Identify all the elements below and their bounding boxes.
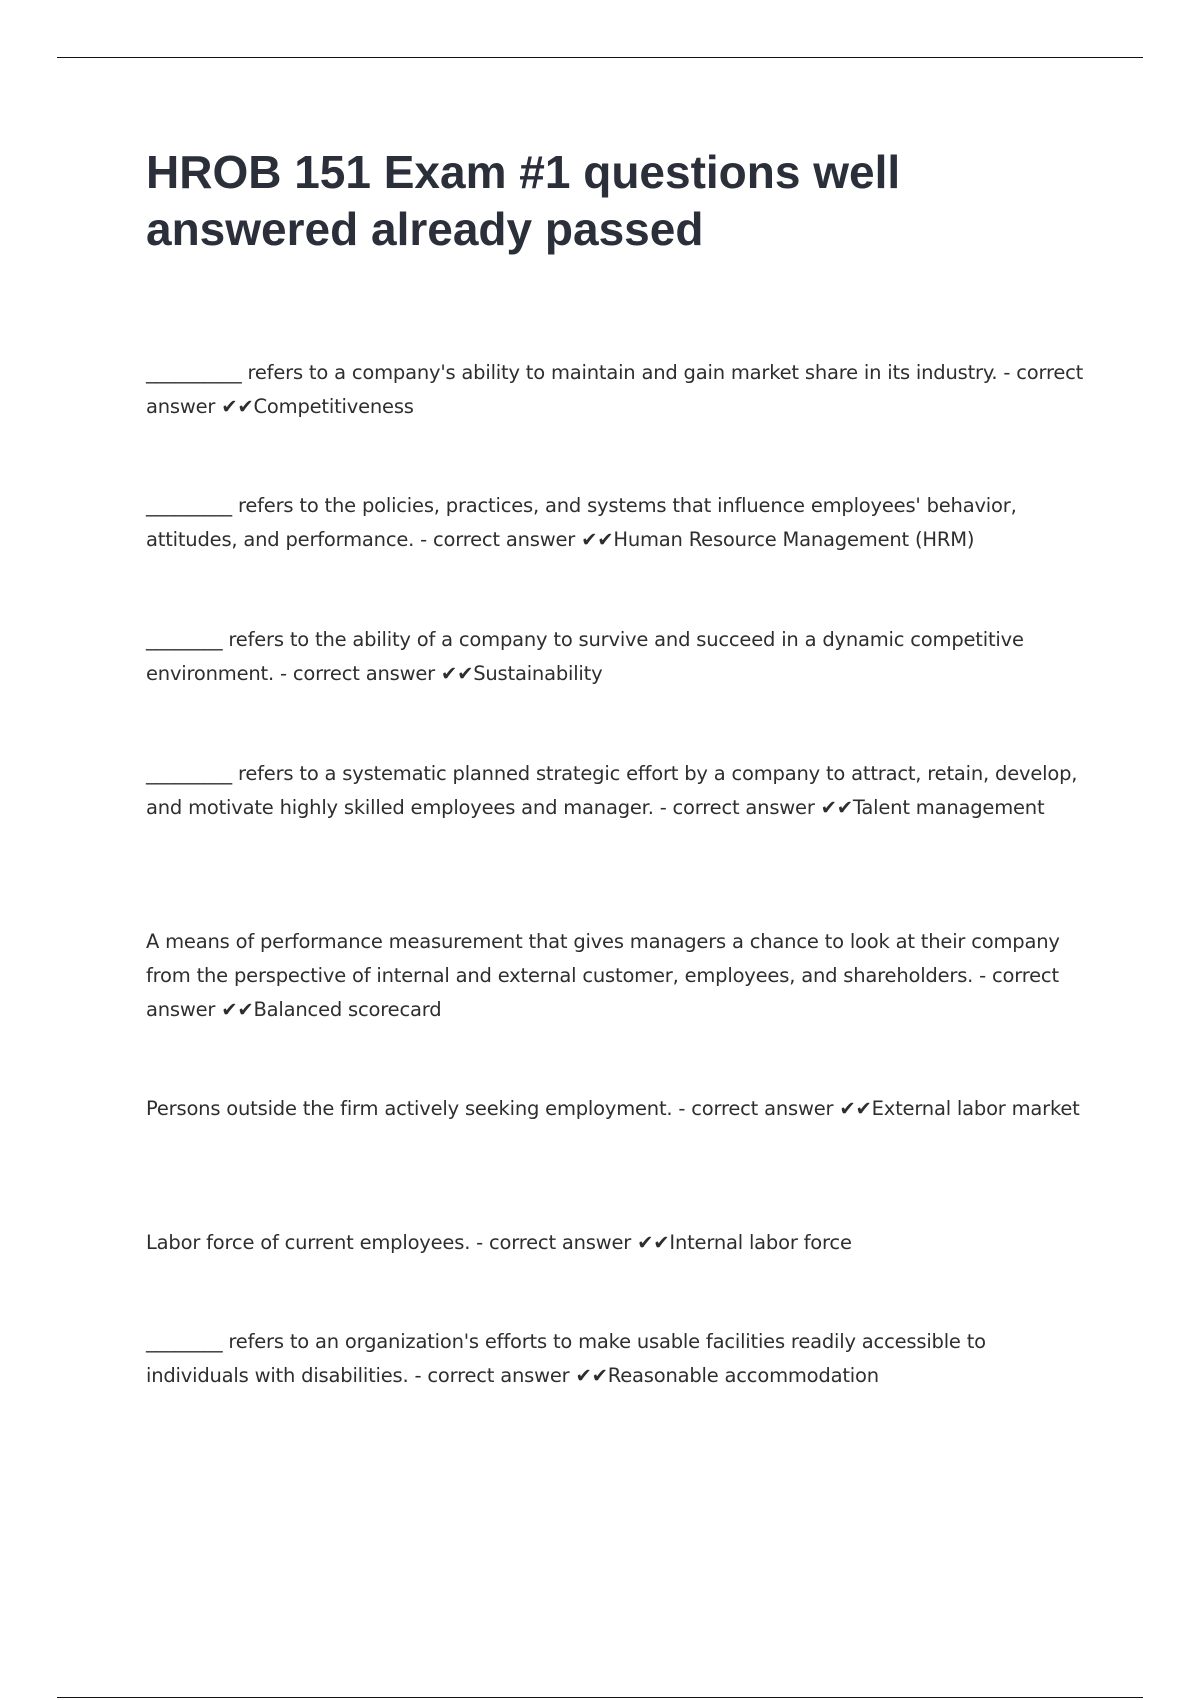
- qa-item-6: Persons outside the firm actively seeking employment. - correct answer ✔✔External labor market: [146, 1097, 1080, 1120]
- qa-item-4: _________ refers to a systematic planned strategic effort by a company to attract, retain, develop, and motivate highly skilled employees and manager. - correct answer ✔✔Talent management: [146, 762, 1078, 819]
- qa-item-8: ________ refers to an organization's efforts to make usable facilities readily accessible to individuals with disabilities. - correct answer ✔✔Reasonable accommodation: [146, 1330, 986, 1387]
- header-rule: [57, 57, 1143, 58]
- footer-rule: [57, 1697, 1143, 1698]
- qa-item-5: A means of performance measurement that gives managers a chance to look at their company from the perspective of internal and external customer, employees, and shareholders. - correct answer ✔✔Balanced scorecard: [146, 930, 1060, 1021]
- qa-item-2: _________ refers to the policies, practices, and systems that influence employees' behavior, attitudes, and performance. - correct answer ✔✔Human Resource Management (HRM): [146, 494, 1017, 551]
- qa-item-7: Labor force of current employees. - correct answer ✔✔Internal labor force: [146, 1231, 852, 1254]
- document-title: HROB 151 Exam #1 questions well answered already passed: [146, 146, 901, 255]
- qa-item-1: __________ refers to a company's ability to maintain and gain market share in its industry. - correct answer ✔✔Competitiveness: [146, 361, 1084, 418]
- qa-item-3: ________ refers to the ability of a company to survive and succeed in a dynamic competitive environment. - correct answer ✔✔Sustainability: [146, 628, 1024, 685]
